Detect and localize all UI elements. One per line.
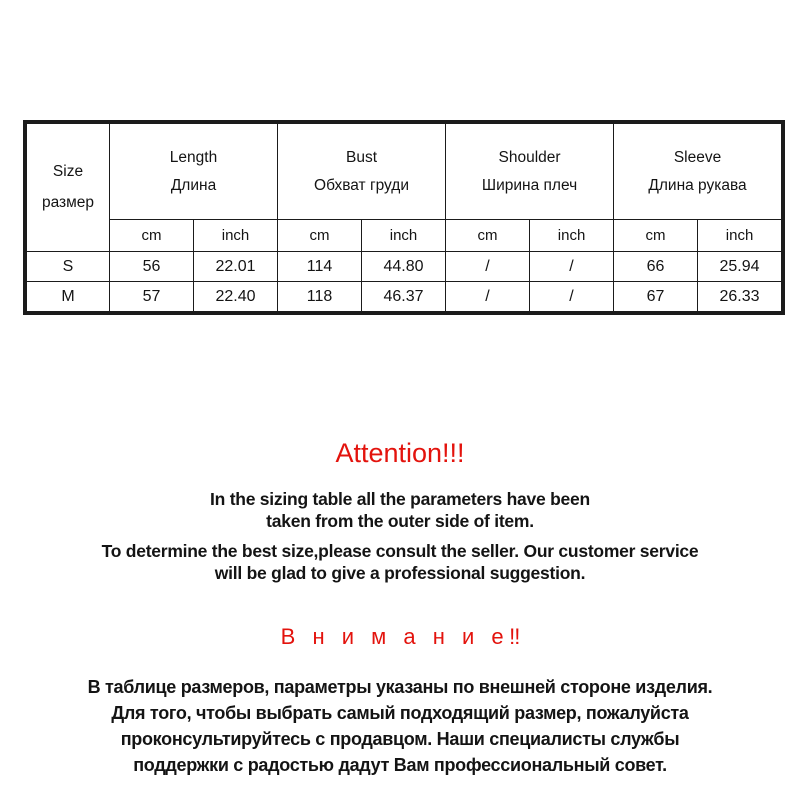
column-header-size-en: Size xyxy=(52,163,84,180)
cell-shoulder-inch: / xyxy=(530,252,614,282)
size-chart-table-container xyxy=(24,121,778,314)
column-header-length-en: Length xyxy=(169,148,218,166)
table-row xyxy=(26,252,783,282)
column-header-shoulder-ru: Ширина плеч xyxy=(481,177,578,194)
notice-paragraph-ru-line-3: проконсультируйтесь с продавцом. Наши специалисты службы xyxy=(120,729,680,749)
column-header-sleeve-ru: Длина рукава xyxy=(648,177,747,194)
cell-sleeve-cm: 66 xyxy=(614,252,698,282)
size-chart-table xyxy=(24,121,784,314)
column-header-bust xyxy=(278,123,446,220)
attention-heading-en: Attention!!! xyxy=(335,438,465,468)
notice-paragraph-en-2-line-1: To determine the best size,please consult the seller. Our customer service xyxy=(101,541,699,561)
unit-header-length-cm: cm xyxy=(110,220,194,252)
unit-header-sleeve-cm: cm xyxy=(614,220,698,252)
row-size-label: S xyxy=(26,252,110,282)
notice-paragraph-en-1 xyxy=(0,489,800,532)
column-header-bust-ru: Обхват груди xyxy=(314,177,409,194)
cell-shoulder-cm: / xyxy=(446,282,530,313)
cell-shoulder-cm: / xyxy=(446,252,530,282)
column-header-shoulder xyxy=(446,123,614,220)
unit-header-bust-cm: cm xyxy=(278,220,362,252)
cell-sleeve-inch: 26.33 xyxy=(698,282,783,313)
cell-shoulder-inch: / xyxy=(530,282,614,313)
attention-heading-ru-word: В н и м а н и е xyxy=(280,624,510,649)
notice-paragraph-en-2 xyxy=(0,541,800,584)
unit-header-shoulder-cm: cm xyxy=(446,220,530,252)
notice-paragraph-ru xyxy=(0,674,800,778)
table-row xyxy=(26,282,783,313)
notice-paragraph-ru-line-2: Для того, чтобы выбрать самый подходящий размер, пожалуйста xyxy=(111,703,689,723)
notice-paragraph-ru-line-1: В таблице размеров, параметры указаны по внешней стороне изделия. xyxy=(87,677,713,697)
column-header-size-ru: размер xyxy=(41,194,95,211)
cell-length-cm: 57 xyxy=(110,282,194,313)
cell-sleeve-inch: 25.94 xyxy=(698,252,783,282)
table-unit-header-row xyxy=(26,220,783,252)
cell-bust-cm: 118 xyxy=(278,282,362,313)
column-header-sleeve-en: Sleeve xyxy=(673,148,722,166)
cell-length-inch: 22.01 xyxy=(194,252,278,282)
unit-header-sleeve-inch: inch xyxy=(698,220,783,252)
row-size-label: M xyxy=(26,282,110,313)
cell-length-inch: 22.40 xyxy=(194,282,278,313)
column-header-length-ru: Длина xyxy=(170,177,217,194)
column-header-bust-en: Bust xyxy=(346,148,378,166)
notice-section xyxy=(0,440,800,778)
column-header-sleeve xyxy=(614,123,783,220)
cell-bust-inch: 44.80 xyxy=(362,252,446,282)
column-header-size xyxy=(26,123,110,252)
column-header-length xyxy=(110,123,278,220)
notice-paragraph-ru-line-4: поддержки с радостью дадут Вам профессиональный совет. xyxy=(133,755,667,775)
cell-length-cm: 56 xyxy=(110,252,194,282)
notice-paragraph-en-1-line-2: taken from the outer side of item. xyxy=(266,510,534,531)
attention-heading-ru-exclamations: !! xyxy=(509,624,520,649)
unit-header-shoulder-inch: inch xyxy=(530,220,614,252)
column-header-shoulder-en: Shoulder xyxy=(498,148,561,166)
unit-header-bust-inch: inch xyxy=(362,220,446,252)
cell-bust-inch: 46.37 xyxy=(362,282,446,313)
notice-paragraph-en-1-line-1: In the sizing table all the parameters have been xyxy=(210,489,590,509)
cell-sleeve-cm: 67 xyxy=(614,282,698,313)
notice-paragraph-en-2-line-2: will be glad to give a professional suggestion. xyxy=(214,562,586,583)
unit-header-length-inch: inch xyxy=(194,220,278,252)
attention-heading-ru xyxy=(0,626,800,648)
table-group-header-row xyxy=(26,123,783,220)
cell-bust-cm: 114 xyxy=(278,252,362,282)
